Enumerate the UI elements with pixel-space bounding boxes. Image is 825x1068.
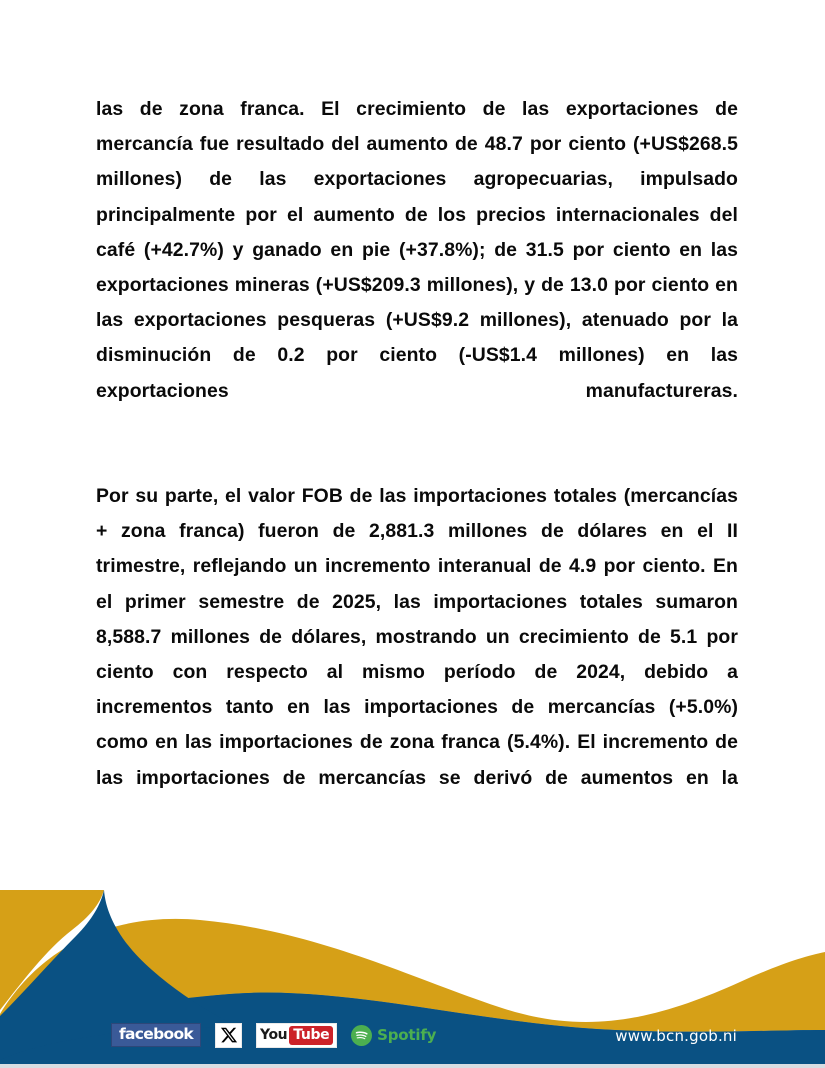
x-twitter-icon[interactable] [215, 1023, 242, 1048]
facebook-icon[interactable] [111, 1023, 201, 1047]
x-twitter-glyph [220, 1026, 238, 1044]
social-links [111, 1022, 436, 1048]
footer-bottom-edge [0, 1064, 825, 1068]
document-body [96, 92, 738, 831]
youtube-you-label: You [260, 1027, 288, 1043]
website-url[interactable]: www.bcn.gob.ni [615, 1027, 737, 1045]
spotify-glyph [351, 1025, 372, 1046]
youtube-tube-label: Tube [289, 1026, 333, 1045]
spotify-label: Spotify [377, 1025, 437, 1044]
paragraph-exportaciones: las de zona franca. El crecimiento de las exportaciones de mercancía fue resultado del aumento de 48.7 por ciento (+US$268.5 millones) de las exportaciones agropecuarias, impulsado principalmente por el aumento de los precios internacionales del café (+42.7%) y ganado en pie (+37.8%); de 31.5 por ciento en las exportaciones mineras (+US$209.3 millones), y de 13.0 por ciento en las exportaciones pesqueras (+US$9.2 millones), atenuado por la disminución de 0.2 por ciento (-US$1.4 millones) en las exportaciones manufactureras. [96, 98, 738, 402]
youtube-icon[interactable] [256, 1023, 337, 1048]
paragraph-importaciones: Por su parte, el valor FOB de las importaciones totales (mercancías + zona franca) fueron de 2,881.3 millones de dólares en el II trimestre, reflejando un incremento interanual de 4.9 por ciento. En el primer semestre de 2025, las importaciones totales sumaron 8,588.7 millones de dólares, mostrando un crecimiento de 5.1 por ciento con respecto al mismo período de 2024, debido a incrementos tanto en las importaciones de mercancías (+5.0%) como en las importaciones de zona franca (5.4%). El incremento de las importaciones de mercancías se derivó de aumentos en la [96, 485, 738, 789]
facebook-label: facebook [119, 1024, 194, 1043]
footer-banner [0, 890, 825, 1068]
spotify-icon[interactable] [351, 1023, 436, 1048]
